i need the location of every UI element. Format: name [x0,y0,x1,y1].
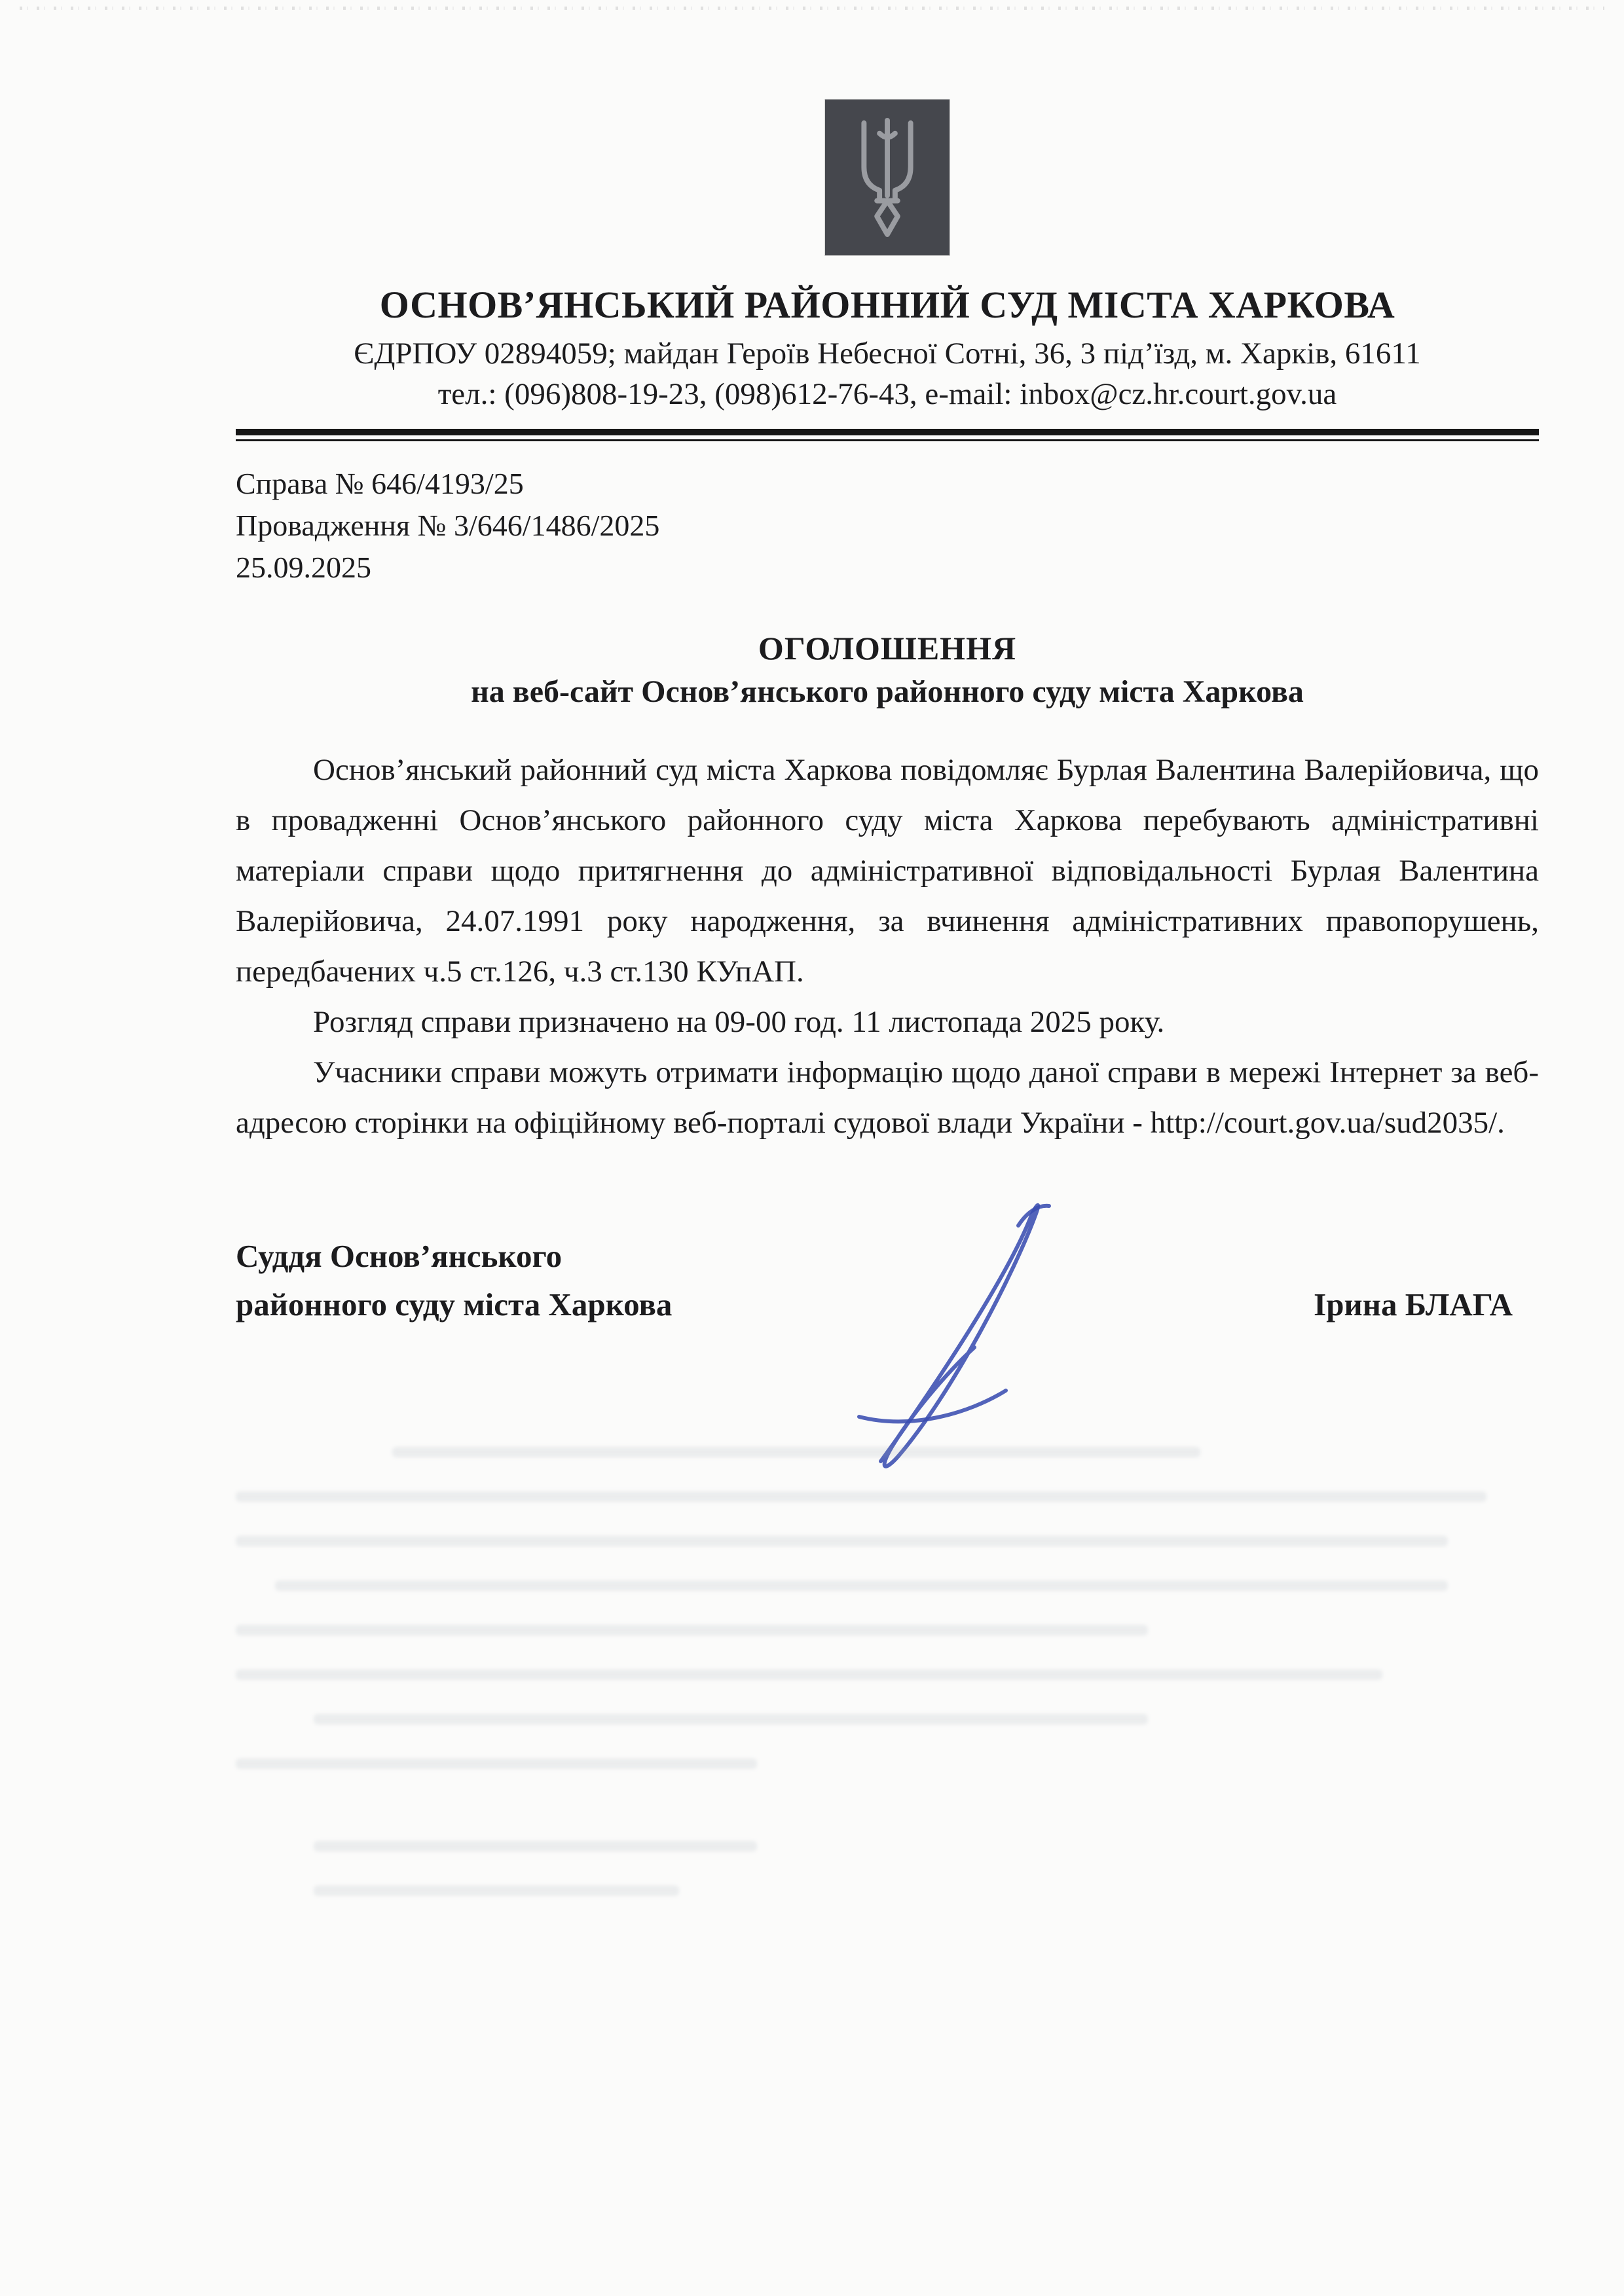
case-number: Справа № 646/4193/25 [236,467,524,500]
body-paragraph: Учасники справи можуть отримати інформацію щодо даної справи в мережі Інтернет за веб-адресою сторінки на офіційному веб-порталі судової влади України - http://court.gov.ua/sud2035/. [236,1055,1539,1140]
case-info-block [236,463,1539,589]
judge-role [236,1232,672,1329]
org-info-line: ЄДРПОУ 02894059; майдан Героїв Небесної Сотні, 36, 3 під’їзд, м. Харків, 61611 [354,337,1421,371]
judge-name: Ірина БЛАГА [1314,1286,1513,1322]
contact-info-line: тел.: (096)808-19-23, (098)612-76-43, e-mail: inbox@cz.hr.court.gov.ua [437,377,1337,411]
announcement-subtitle: на веб-сайт Основ’янського районного суду міста Харкова [471,674,1304,709]
bleed-through-artifact [236,1447,1539,1896]
handwritten-signature [819,1186,1133,1487]
judge-role-line: районного суду міста Харкова [236,1286,673,1322]
announcement-body [236,745,1539,1148]
trident-glyph [848,115,927,240]
document-date: 25.09.2025 [236,551,371,584]
proceeding-number: Провадження № 3/646/1486/2025 [236,509,660,542]
ukraine-trident-icon [825,100,950,255]
body-paragraph: Розгляд справи призначено на 09-00 год. 11 листопада 2025 року. [313,1005,1165,1039]
letterhead [236,100,1539,443]
judge-role-line: Суддя Основ’янського [236,1238,563,1274]
letterhead-divider [236,429,1539,443]
body-paragraph: Основ’янський районний суд міста Харкова повідомляє Бурлая Валентина Валерійовича, що в провадженні Основ’янського районного суду міста Харкова перебувають адміністративні матеріали справи щодо притягнення до адміністративної відповідальності Бурлая Валентина Валерійовича, 24.07.1991 року народження, за вчинення адміністративних правопорушень, передбачених ч.5 ст.126, ч.3 ст.130 КУпАП. [236,753,1539,989]
court-name: ОСНОВ’ЯНСЬКИЙ РАЙОННИЙ СУД МІСТА ХАРКОВА [379,283,1395,326]
signature-block [236,1232,1539,1329]
announcement-title: ОГОЛОШЕННЯ [758,630,1017,666]
